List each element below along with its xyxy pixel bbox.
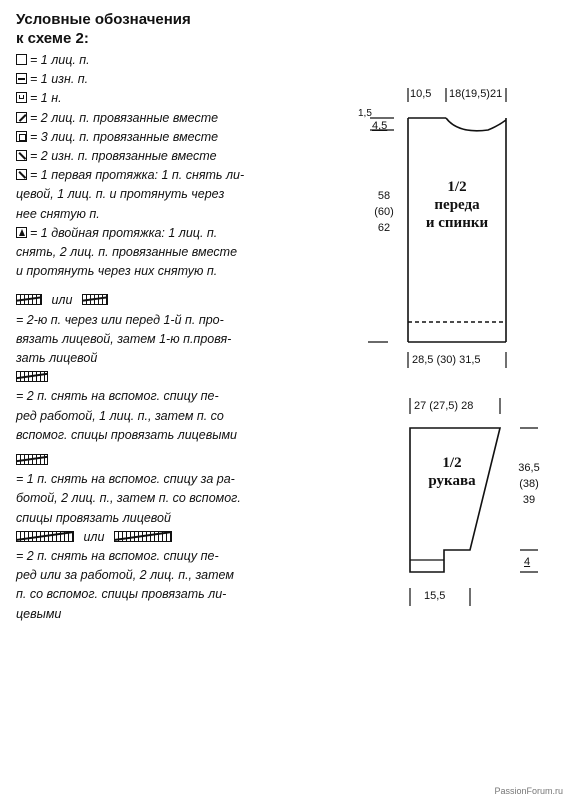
legend-item-cont: нее снятую п. — [16, 206, 100, 221]
legend-text: ред или за работой, 2 лиц. п., затем — [16, 568, 234, 583]
legend-subtitle: к схеме 2: — [16, 30, 89, 47]
dim-cuff-width: 15,5 — [424, 590, 446, 602]
skp-symbol-icon — [16, 169, 27, 180]
yarn-over-symbol-icon — [16, 92, 27, 103]
cable-3st-front-symbol-icon — [16, 371, 48, 382]
purl-symbol-icon — [16, 73, 27, 84]
legend-text: цевыми — [16, 606, 62, 621]
watermark: PassionForum.ru — [494, 786, 563, 796]
cable-3st-back-symbol-icon — [16, 454, 48, 465]
cross-symbols: или — [16, 291, 346, 310]
legend-item: = 3 лиц. п. провязанные вместе — [16, 128, 346, 147]
schematic-lines — [348, 70, 558, 630]
dim-neck-depth-top: 1,5 — [358, 108, 372, 119]
p2tog-symbol-icon — [16, 150, 27, 161]
legend-item: = 1 изн. п. — [16, 70, 346, 89]
k3tog-symbol-icon — [16, 131, 27, 142]
cable-4st-front-symbol-icon — [16, 531, 74, 542]
legend-text: спицы провязать лицевой — [16, 510, 171, 525]
dim-body-width: 28,5 (30) 31,5 — [412, 354, 481, 366]
legend-item: = 2 лиц. п. провязанные вместе — [16, 109, 346, 128]
sleeve-outline — [410, 428, 500, 572]
dim-sleeve-height-3: 39 — [522, 494, 536, 506]
legend-text: = 2-ю п. через или перед 1-й п. про- — [16, 312, 224, 327]
legend-text: вспомог. спицы провязать лицевыми — [16, 427, 237, 442]
dim-body-height-1: 58 — [377, 190, 391, 202]
dim-sleeve-height-2: (38) — [519, 478, 539, 490]
dim-sleeve-height-1: 36,5 — [518, 462, 540, 474]
legend-text: ботой, 2 лиц. п., затем п. со вспомог. — [16, 491, 241, 506]
legend-text: ред работой, 1 лиц. п., затем п. со — [16, 408, 224, 423]
cross-right-symbol-icon — [16, 294, 42, 305]
pattern-schematic — [348, 70, 558, 630]
cable3-symbol-row — [16, 368, 346, 387]
cable-4st-back-symbol-icon — [114, 531, 172, 542]
legend-text: п. со вспомог. спицы провязать ли- — [16, 587, 227, 602]
legend-text: = 1 п. снять на вспомог. спицу за ра- — [16, 472, 235, 487]
dim-shoulder-width: 18(19,5)21 — [449, 88, 503, 100]
double-decrease-symbol-icon — [16, 227, 27, 238]
legend-item-cont: снять, 2 лиц. п. провязанные вместе — [16, 245, 238, 260]
dim-cuff-height: 4 — [524, 556, 531, 568]
body-label: 1/2 переда и спинки — [425, 179, 489, 231]
legend — [16, 10, 346, 624]
dim-neck-depth: 4,5 — [372, 120, 388, 132]
legend-text: зать лицевой — [16, 351, 98, 366]
dim-body-height-2: (60) — [374, 206, 394, 218]
legend-item: = 1 первая протяжка: 1 п. снять ли- — [16, 166, 346, 185]
legend-text: = 2 п. снять на вспомог. спицу пе- — [16, 549, 219, 564]
k2tog-symbol-icon — [16, 112, 27, 123]
cross-left-symbol-icon — [82, 294, 108, 305]
legend-item-cont: цевой, 1 лиц. п. и протянуть через — [16, 187, 225, 202]
legend-item: = 1 лиц. п. — [16, 51, 346, 70]
legend-text: вязать лицевой, затем 1-ю п.провя- — [16, 331, 232, 346]
sleeve-label: 1/2 рукава — [428, 455, 476, 489]
legend-item: = 1 двойная протяжка: 1 лиц. п. — [16, 224, 346, 243]
dim-body-height-3: 62 — [377, 222, 391, 234]
legend-title: Условные обозначения — [16, 11, 191, 28]
cable3b-symbol-row — [16, 451, 346, 470]
dim-neck-width: 10,5 — [410, 88, 432, 100]
cable4-symbols: или — [16, 528, 346, 547]
legend-item: = 2 изн. п. провязанные вместе — [16, 147, 346, 166]
legend-item: = 1 н. — [16, 89, 346, 108]
legend-text: = 2 п. снять на вспомог. спицу пе- — [16, 389, 219, 404]
dim-sleeve-top: 27 (27,5) 28 — [414, 400, 474, 412]
legend-item-cont: и протянуть через них снятую п. — [16, 264, 218, 279]
body-neckline — [446, 118, 506, 131]
knit-symbol-icon — [16, 54, 27, 65]
